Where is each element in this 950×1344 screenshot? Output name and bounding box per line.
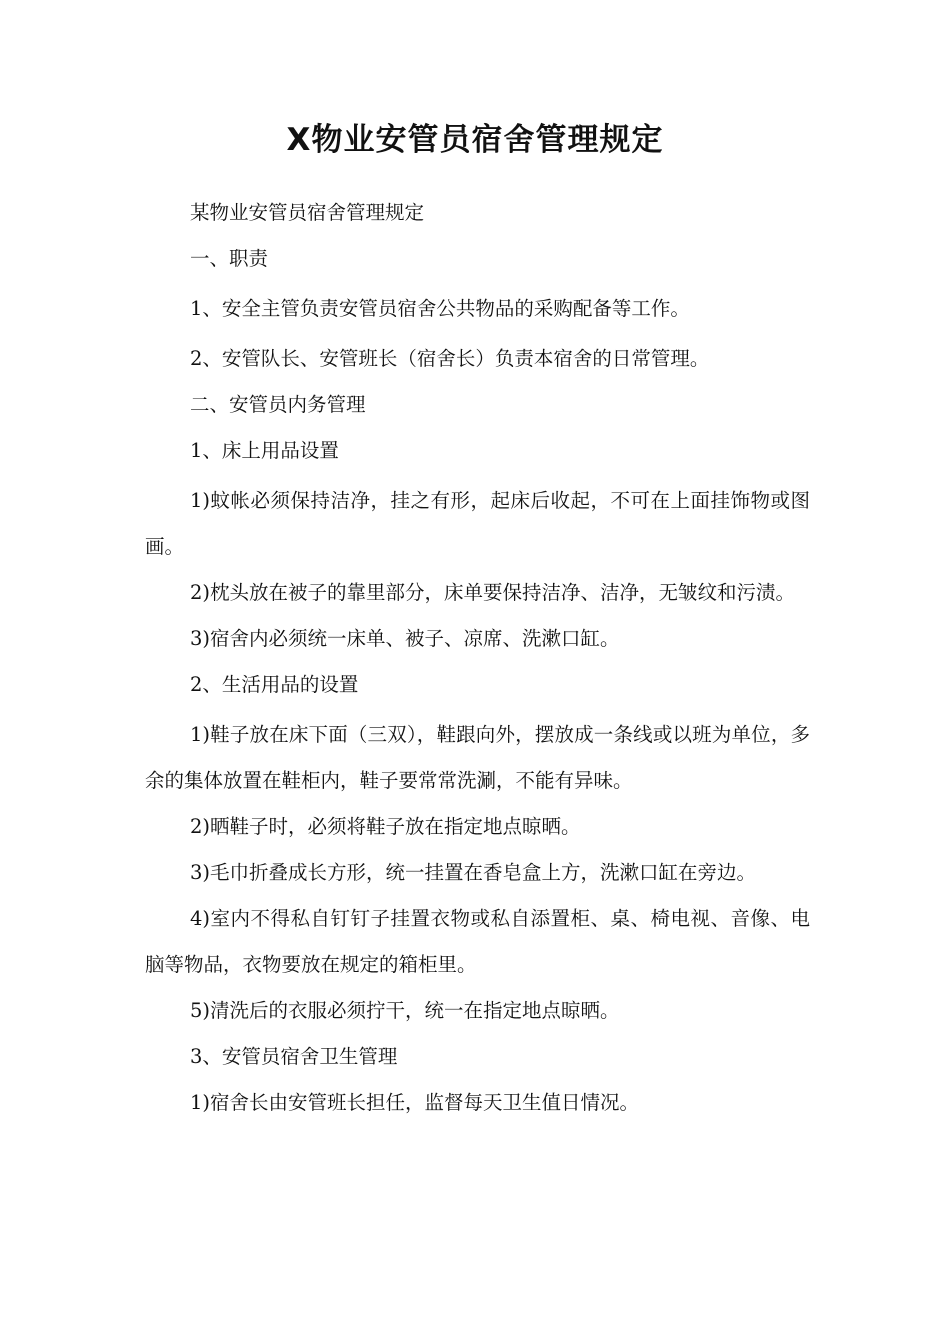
document-title: X物业安管员宿舍管理规定 <box>286 122 664 158</box>
paragraph-hygiene-1: 1)宿舍长由安管班长担任，监督每天卫生值日情况。 <box>190 1091 640 1114</box>
paragraph-daily-3: 3)毛巾折叠成长方形，统一挂置在香皂盒上方，洗漱口缸在旁边。 <box>190 861 757 884</box>
section-heading-internal-affairs: 二、安管员内务管理 <box>190 393 366 416</box>
paragraph-daily-4: 4)室内不得私自钉钉子挂置衣物或私自添置柜、桌、椅电视、音像、电脑等物品，衣物要放在规定的箱柜里。 <box>145 907 810 976</box>
paragraph-daily-1: 1)鞋子放在床下面（三双），鞋跟向外，摆放成一条线或以班为单位，多余的集体放置在鞋柜内，鞋子要常常洗涮，不能有异味。 <box>145 723 810 792</box>
section-heading-duties: 一、职责 <box>190 247 269 270</box>
subheading-daily-items: 2、生活用品的设置 <box>190 673 359 696</box>
subheading-hygiene: 3、安管员宿舍卫生管理 <box>190 1045 398 1068</box>
paragraph-daily-5: 5)清洗后的衣服必须拧干，统一在指定地点晾晒。 <box>190 999 620 1022</box>
paragraph-bedding-1: 1)蚊帐必须保持洁净，挂之有形，起床后收起，不可在上面挂饰物或图画。 <box>145 489 810 558</box>
paragraph-daily-2: 2)晒鞋子时，必须将鞋子放在指定地点晾晒。 <box>190 815 581 838</box>
subheading-bedding: 1、床上用品设置 <box>190 439 339 462</box>
paragraph-bedding-3: 3)宿舍内必须统一床单、被子、凉席、洗漱口缸。 <box>190 627 620 650</box>
document-body <box>145 190 810 1126</box>
paragraph-subtitle: 某物业安管员宿舍管理规定 <box>190 201 425 224</box>
paragraph-duty-1: 1、安全主管负责安管员宿舍公共物品的采购配备等工作。 <box>190 297 690 320</box>
paragraph-duty-2: 2、安管队长、安管班长（宿舍长）负责本宿舍的日常管理。 <box>190 347 710 370</box>
paragraph-bedding-2: 2)枕头放在被子的靠里部分，床单要保持洁净、洁净，无皱纹和污渍。 <box>190 581 796 604</box>
